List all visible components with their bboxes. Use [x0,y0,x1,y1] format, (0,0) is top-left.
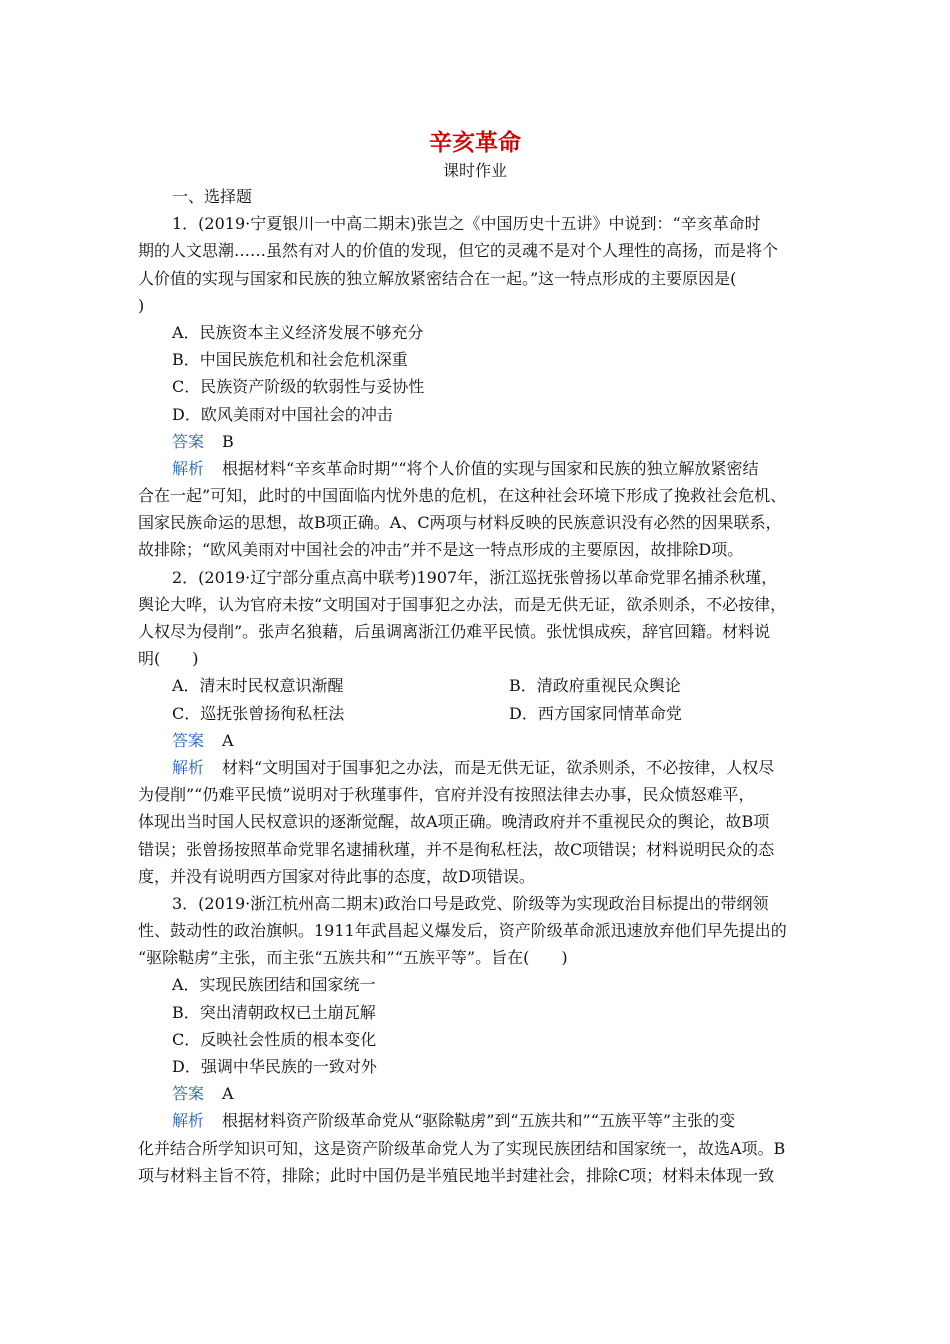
question-stem-line: 人价值的实现与国家和民族的独立解放紧密结合在一起。”这一特点形成的主要原因是( [138,268,737,288]
question-stem-line: 明( ) [138,649,199,669]
question-stem-line: “驱除鞑虏”主张，而主张“五族共和”“五族平等”。旨在( ) [138,948,568,968]
option-b: B．清政府重视民众舆论 [509,676,681,696]
option-row [138,700,828,727]
question-stem-line: 2．(2019·辽宁部分重点高中联考)1907年，浙江巡抚张曾扬以革命党罪名捕杀秋瑾， [172,567,778,587]
option-a: A．清末时民权意识渐醒 [172,676,344,696]
question-stem-line: 人权尽为侵削”。张声名狼藉，后虽调离浙江仍难平民愤。张忧惧成疾，辞官回籍。材料说 [138,622,771,641]
option-c: C．民族资产阶级的软弱性与妥协性 [172,377,425,397]
analysis-text-line: 度，并没有说明西方国家对待此事的态度，故D项错误。 [138,866,535,886]
analysis-text-line: 项与材料主旨不符，排除；此时中国仍是半殖民地半封建社会，排除C项；材料未体现一致 [138,1165,775,1185]
answer-line [138,428,828,455]
analysis-text-line: 为侵削”“仍难平民愤”说明对于秋瑾事件，官府并没有按照法律去办事，民众愤怒难平， [138,785,755,805]
answer-line [138,1080,828,1107]
question-3 [138,890,828,1189]
page-title: 辛亥革命 [429,130,521,156]
analysis-text-line: 错误；张曾扬按照革命党罪名逮捕秋瑾，并不是徇私枉法，故C项错误；材料说明民众的态 [138,839,775,859]
question-stem-line: 舆论大哗，认为官府未按“文明国对于国事犯之办法，而是无供无证，欲杀则杀，不必按律， [138,594,787,614]
answer-label: 答案 [172,431,205,451]
option-d: D．强调中华民族的一致对外 [172,1057,377,1076]
option-c: C．巡抚张曾扬徇私枉法 [172,703,345,723]
option-b: B．中国民族危机和社会危机深重 [172,350,408,370]
analysis-text: 根据材料“辛亥革命时期”“将个人价值的实现与国家和民族的独立解放紧密结 [222,458,759,478]
question-stem-line: 1．(2019·宁夏银川一中高二期末)张岂之《中国历史十五讲》中说到：“辛亥革命时 [172,214,761,234]
option-row [138,672,828,699]
analysis-text-line: 故排除；“欧风美雨对中国社会的冲击”并不是这一特点形成的主要原因，故排除D项。 [138,540,744,560]
answer-label: 答案 [172,730,205,750]
question-stem-line: ) [138,295,145,315]
analysis-label: 解析 [172,458,205,478]
analysis-text-line: 化并结合所学知识可知，这是资产阶级革命党人为了实现民族团结和国家统一，故选A项。B [138,1138,786,1158]
option-b: B．突出清朝政权已土崩瓦解 [172,1002,376,1022]
analysis-label: 解析 [172,1111,205,1131]
option-d: D．欧风美雨对中国社会的冲击 [172,404,393,424]
question-stem-line: 3．(2019·浙江杭州高二期末)政治口号是政党、阶级等为实现政治目标提出的带纲领 [172,893,769,913]
analysis-line [138,1107,828,1134]
page-subtitle: 课时作业 [442,161,507,180]
analysis-line [138,455,828,482]
analysis-text-line: 国家民族命运的思想，故B项正确。A、C两项与材料反映的民族意识没有必然的因果联系， [138,513,782,533]
analysis-line [138,754,828,781]
question-1 [138,210,828,563]
analysis-label: 解析 [172,757,205,777]
document-body [138,183,828,1189]
option-a: A．实现民族团结和国家统一 [172,975,376,995]
question-stem-line: 性、鼓动性的政治旗帜。1911年武昌起义爆发后，资产阶级革命派迅速放弃他们早先提出的 [138,921,787,941]
answer-value: A [222,1084,234,1104]
option-c: C．反映社会性质的根本变化 [172,1029,377,1049]
question-2 [138,564,828,890]
section-heading: 一、选择题 [172,187,253,206]
answer-value: A [222,730,234,750]
analysis-text: 材料“文明国对于国事犯之办法，而是无供无证，欲杀则杀，不必按律，人权尽 [222,757,775,777]
answer-value: B [222,431,234,451]
option-a: A．民族资本主义经济发展不够充分 [172,322,424,342]
question-stem-line: 期的人文思潮……虽然有对人的价值的发现，但它的灵魂不是对个人理性的高扬，而是将个 [138,241,779,261]
analysis-text-line: 体现出当时国人民权意识的逐渐觉醒，故A项正确。晚清政府并不重视民众的舆论，故B项 [138,812,770,832]
analysis-text: 根据材料资产阶级革命党从“驱除鞑虏”到“五族共和”“五族平等”主张的变 [222,1111,736,1131]
answer-line [138,727,828,754]
analysis-text-line: 合在一起”可知，此时的中国面临内忧外患的危机，在这种社会环境下形成了挽救社会危机、 [138,486,787,506]
answer-label: 答案 [172,1084,205,1104]
option-d: D．西方国家同情革命党 [509,703,682,723]
